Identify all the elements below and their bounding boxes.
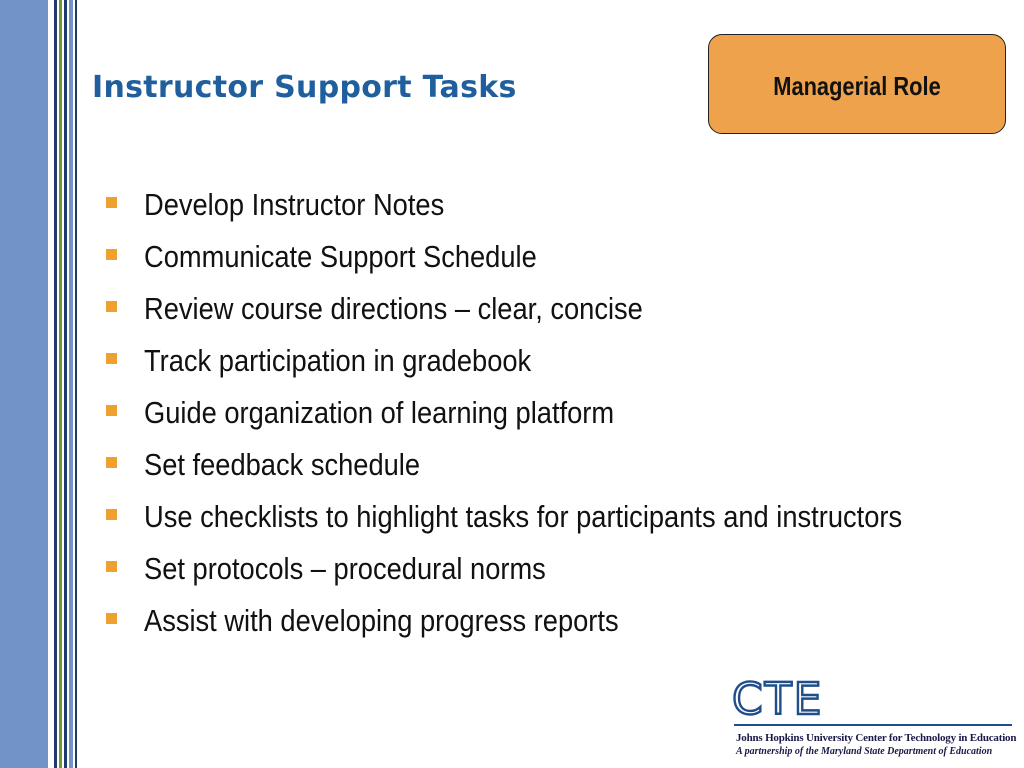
- square-bullet-icon: [106, 405, 117, 416]
- bullet-text: Set protocols – procedural norms: [144, 551, 546, 586]
- bullet-text: Communicate Support Schedule: [144, 239, 537, 274]
- logo-institution-text: Johns Hopkins University Center for Technology in Education: [736, 732, 1017, 744]
- square-bullet-icon: [106, 197, 117, 208]
- square-bullet-icon: [106, 249, 117, 260]
- bullet-text: Review course directions – clear, concise: [144, 291, 643, 326]
- managerial-role-badge: [708, 34, 1006, 134]
- square-bullet-icon: [106, 509, 117, 520]
- cte-logo-mark: [732, 676, 860, 720]
- list-item: [104, 288, 904, 330]
- square-bullet-icon: [106, 457, 117, 468]
- logo-partnership-text: A partnership of the Maryland State Department of Education: [736, 746, 993, 757]
- list-item: [104, 236, 904, 278]
- square-bullet-icon: [106, 561, 117, 572]
- square-bullet-icon: [106, 301, 117, 312]
- list-item: [104, 184, 904, 226]
- bullet-text: Use checklists to highlight tasks for participants and instructors: [144, 499, 903, 534]
- stripe-navy-2: [64, 0, 67, 768]
- badge-label: Managerial Role: [773, 71, 941, 101]
- stripe-green: [59, 0, 62, 768]
- bullet-text: Develop Instructor Notes: [144, 187, 445, 222]
- task-bullet-list: [104, 184, 904, 652]
- list-item: [104, 496, 904, 538]
- slide-title: Instructor Support Tasks: [92, 70, 517, 105]
- list-item: [104, 392, 904, 434]
- cte-logo-acronym: CTE: [732, 676, 824, 720]
- stripe-lightblue: [69, 0, 73, 768]
- square-bullet-icon: [106, 613, 117, 624]
- bullet-text: Guide organization of learning platform: [144, 395, 615, 430]
- stripe-navy-1: [54, 0, 57, 768]
- bullet-text: Track participation in gradebook: [144, 343, 532, 378]
- list-item: [104, 548, 904, 590]
- list-item: [104, 340, 904, 382]
- left-decorative-band: [0, 0, 48, 768]
- logo-divider: [734, 724, 1012, 726]
- square-bullet-icon: [106, 353, 117, 364]
- bullet-text: Assist with developing progress reports: [144, 603, 619, 638]
- list-item: [104, 444, 904, 486]
- cte-logo: [732, 676, 1017, 762]
- stripe-navy-3: [75, 0, 77, 768]
- list-item: [104, 600, 904, 642]
- bullet-text: Set feedback schedule: [144, 447, 421, 482]
